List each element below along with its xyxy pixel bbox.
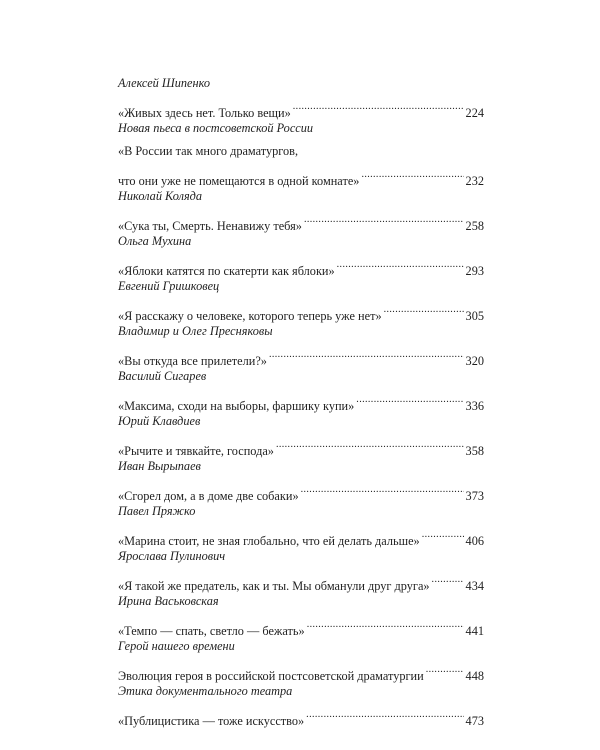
dot-leader	[426, 657, 464, 680]
dot-leader	[307, 612, 464, 635]
dot-leader	[293, 95, 464, 118]
toc-entry-author: Василий Сигарев	[118, 368, 207, 383]
dot-leader	[356, 387, 463, 410]
toc-entry-title: «Темпо — спать, светло — бежать»	[118, 623, 305, 638]
dot-leader	[422, 522, 464, 545]
toc-entry-line[interactable]	[118, 297, 484, 323]
toc-entry-page-number: 406	[465, 533, 484, 548]
dot-leader	[301, 477, 464, 500]
toc-entry-title: «Марина стоит, не зная глобально, что ей делать дальше»	[118, 533, 420, 548]
toc-entry-title-line: «В России так много драматургов,	[118, 143, 299, 158]
toc-entry-author: Герой нашего времени	[118, 638, 235, 653]
toc-entry-page-number: 258	[465, 218, 484, 233]
toc-entry-line[interactable]	[118, 657, 484, 683]
toc-entry-title: «Яблоки катятся по скатерти как яблоки»	[118, 263, 335, 278]
toc-entry-author: Новая пьеса в постсоветской России	[118, 121, 314, 135]
toc-entry-line[interactable]	[118, 432, 484, 458]
toc-entry-page-number: 473	[465, 713, 484, 728]
dot-leader	[269, 342, 464, 365]
dot-leader	[361, 162, 463, 185]
toc-entry-title: «Вы откуда все прилетели?»	[118, 353, 267, 368]
toc-entry-page-number: 320	[465, 353, 484, 368]
toc-entry-page-number: 448	[465, 668, 484, 683]
dot-leader	[304, 207, 464, 230]
toc-entry-title: что они уже не помещаются в одной комнате»	[118, 173, 360, 188]
toc-entry-title: «Сука ты, Смерть. Ненавижу тебя»	[118, 218, 302, 233]
toc-entry	[118, 72, 484, 120]
toc-entry-page-number: 305	[465, 308, 484, 323]
toc-entry-line[interactable]	[118, 252, 484, 278]
toc-entry-line[interactable]	[118, 567, 484, 593]
toc-entry-author: Ирина Васьковская	[118, 593, 219, 608]
toc-entry-line[interactable]	[118, 522, 484, 548]
toc-entry-title: «Максима, сходи на выборы, фаршику купи»	[118, 398, 355, 413]
toc-entry	[118, 455, 484, 503]
toc-entry-line[interactable]	[118, 387, 484, 413]
toc-entry-page-number: 358	[465, 443, 484, 458]
toc-entry-line[interactable]	[118, 207, 484, 233]
toc-entry-author: Иван Вырыпаев	[118, 458, 201, 473]
toc-entry-author: Николай Коляда	[118, 188, 203, 203]
dot-leader	[306, 702, 463, 725]
toc-entry-author: Евгений Гришковец	[118, 278, 220, 293]
toc-entry-page-number: 373	[465, 488, 484, 503]
toc-entry-line[interactable]	[118, 702, 484, 728]
toc-entry	[118, 117, 484, 188]
toc-entry-author: Павел Пряжко	[118, 503, 196, 518]
toc-entry-title: Эволюция героя в российской постсоветской драматургии	[118, 668, 424, 683]
toc-entry-page-number: 224	[465, 106, 484, 120]
toc-entry	[118, 365, 484, 413]
table-of-contents	[118, 72, 484, 728]
dot-leader	[432, 567, 464, 590]
toc-entry-title: «Сгорел дом, а в доме две собаки»	[118, 488, 299, 503]
toc-entry-page-number: 293	[465, 263, 484, 278]
toc-entry-page-number: 434	[465, 578, 484, 593]
toc-entry-page-number: 336	[465, 398, 484, 413]
toc-entry-line[interactable]	[118, 162, 484, 188]
toc-entry-line[interactable]	[118, 95, 484, 118]
toc-entry-title: «Живых здесь нет. Только вещи»	[118, 106, 291, 120]
toc-entry-author: Ярослава Пулинович	[118, 548, 226, 563]
toc-entry-line[interactable]	[118, 342, 484, 368]
toc-entry-author: Юрий Клавдиев	[118, 413, 201, 428]
toc-entry-title: «Публицистика — тоже искусство»	[118, 713, 305, 728]
toc-entry-author: Алексей Шипенко	[118, 76, 211, 90]
toc-entry-title: «Рычите и тявкайте, господа»	[118, 443, 274, 458]
toc-entry-author: Ольга Мухина	[118, 233, 192, 248]
toc-entry	[118, 500, 484, 548]
toc-entry-title: «Я расскажу о человеке, которого теперь уже нет»	[118, 308, 382, 323]
toc-entry-page-number: 441	[465, 623, 484, 638]
dot-leader	[384, 297, 464, 320]
toc-entry-author: Этика документального театра	[118, 683, 293, 698]
toc-entry-author: Владимир и Олег Пресняковы	[118, 323, 273, 338]
dot-leader	[276, 432, 464, 455]
toc-entry-line[interactable]	[118, 612, 484, 638]
toc-entry-page-number: 232	[465, 173, 484, 188]
dot-leader	[337, 252, 464, 275]
toc-entry-line[interactable]	[118, 477, 484, 503]
toc-entry-title: «Я такой же предатель, как и ты. Мы обманули друг друга»	[118, 578, 430, 593]
